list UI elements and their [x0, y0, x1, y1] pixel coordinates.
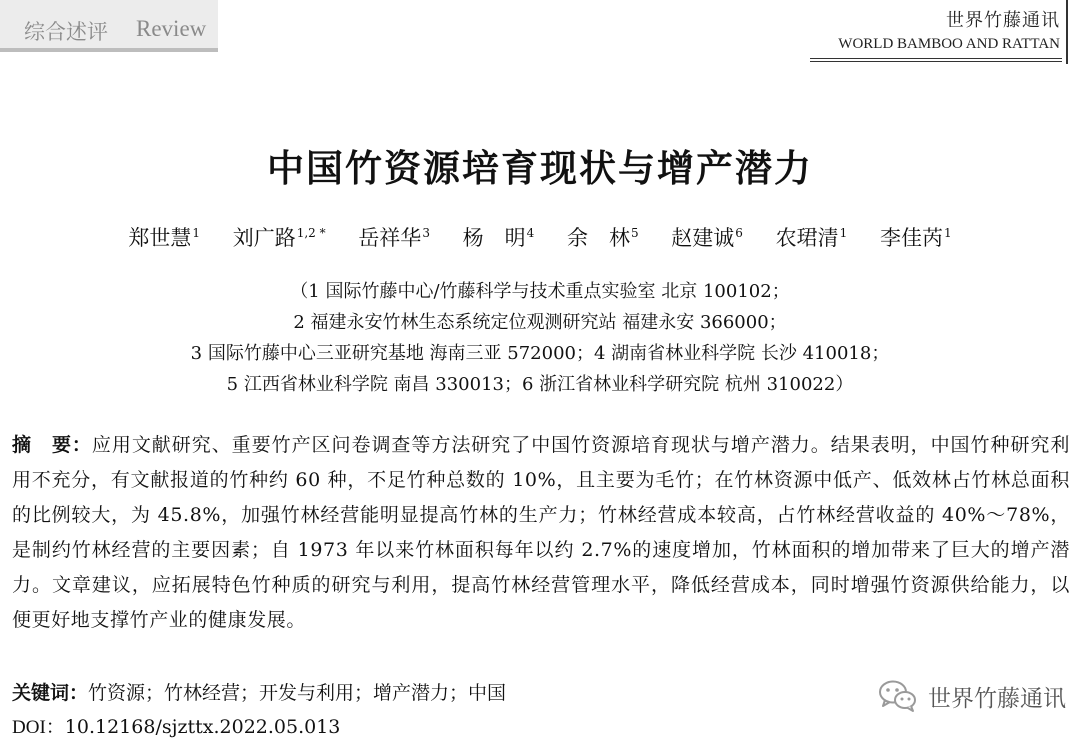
- watermark: [878, 676, 1066, 716]
- journal-header: [838, 6, 1060, 53]
- author-affiliation-mark: 1,2 *: [296, 226, 326, 240]
- author-affiliation-mark: 1: [943, 226, 952, 240]
- keywords: [12, 678, 812, 705]
- abstract-text: 应用文献研究、重要竹产区问卷调查等方法研究了中国竹资源培育现状与增产潜力。结果表明，中国竹种研究利用不充分，有文献报道的竹种约 60 种，不足竹种总数的 10%，且主要为毛竹；在竹林资源中低产、低效林占竹林总面积的比例较大，为 45.8%，加强竹林经营能明显提高竹林的生产力；竹林经营成本较高，占竹林经营收益的 40%～78%，是制约竹林经营的主要因素；自 1973 年以来竹林面积每年以约 2.7%的速度增加，竹林面积的增加带来了巨大的增产潜力。文章建议，应拓展特色竹种质的研究与利用，提高竹林经营管理水平，降低经营成本，同时增强竹资源供给能力，以便更好地支撑竹产业的健康发展。: [12, 434, 1071, 631]
- author-name: 郑世慧: [128, 226, 192, 250]
- author-list: [0, 222, 1080, 252]
- author: [128, 222, 200, 252]
- author-affiliation-mark: 5: [630, 226, 639, 240]
- author: [233, 222, 326, 252]
- affiliation-line: （1 国际竹藤中心/竹藤科学与技术重点实验室 北京 100102；: [290, 281, 790, 302]
- author-name: 刘广路: [232, 226, 296, 250]
- journal-vertical-rule: [1066, 0, 1068, 64]
- author-affiliation-mark: 1: [839, 226, 848, 240]
- author-name: 岳祥华: [358, 226, 422, 250]
- author: [358, 222, 430, 252]
- affiliation-line: 3 国际竹藤中心三亚研究基地 海南三亚 572000；4 湖南省林业科学院 长沙 410018；: [190, 343, 890, 364]
- author-name: 李佳芮: [879, 226, 943, 250]
- affiliation-block: [0, 276, 1080, 400]
- watermark-text: 世界竹藤通讯: [928, 685, 1066, 712]
- author-name: 余 林: [566, 226, 630, 250]
- author: [776, 222, 848, 252]
- journal-rule: [810, 58, 1062, 59]
- doi-label: DOI：: [12, 717, 65, 738]
- journal-name-en: WORLD BAMBOO AND RATTAN: [838, 36, 1060, 52]
- author: [880, 222, 952, 252]
- journal-rule-double: [810, 61, 1062, 62]
- section-tag: [0, 0, 218, 52]
- affiliation-line: 5 江西省林业科学院 南昌 330013；6 浙江省林业科学研究院 杭州 310022）: [226, 374, 854, 395]
- author-affiliation-mark: 4: [526, 226, 535, 240]
- wechat-icon: [878, 679, 918, 713]
- author: [567, 222, 639, 252]
- abstract-label: 摘 要：: [12, 434, 92, 456]
- doi-value: 10.12168/sjzttx.2022.05.013: [64, 716, 341, 738]
- section-label-en: Review: [136, 16, 207, 41]
- author-name: 赵建诚: [671, 226, 735, 250]
- author-name: 杨 明: [462, 226, 526, 250]
- article-title: 中国竹资源培育现状与增产潜力: [267, 147, 813, 190]
- keywords-text: 竹资源；竹林经营；开发与利用；增产潜力；中国: [88, 682, 507, 704]
- author: [463, 222, 535, 252]
- author: [671, 222, 743, 252]
- journal-name-cn: 世界竹藤通讯: [946, 10, 1060, 31]
- section-label-cn: 综合述评: [24, 20, 108, 44]
- doi-line: [12, 712, 812, 739]
- author-affiliation-mark: 6: [735, 226, 743, 240]
- author-affiliation-mark: 3: [422, 226, 430, 240]
- affiliation-line: 2 福建永安竹林生态系统定位观测研究站 福建永安 366000；: [293, 312, 787, 333]
- author-name: 农珺清: [775, 226, 839, 250]
- abstract: [12, 428, 1070, 638]
- keywords-label: 关键词：: [12, 682, 89, 704]
- author-affiliation-mark: 1: [192, 226, 201, 240]
